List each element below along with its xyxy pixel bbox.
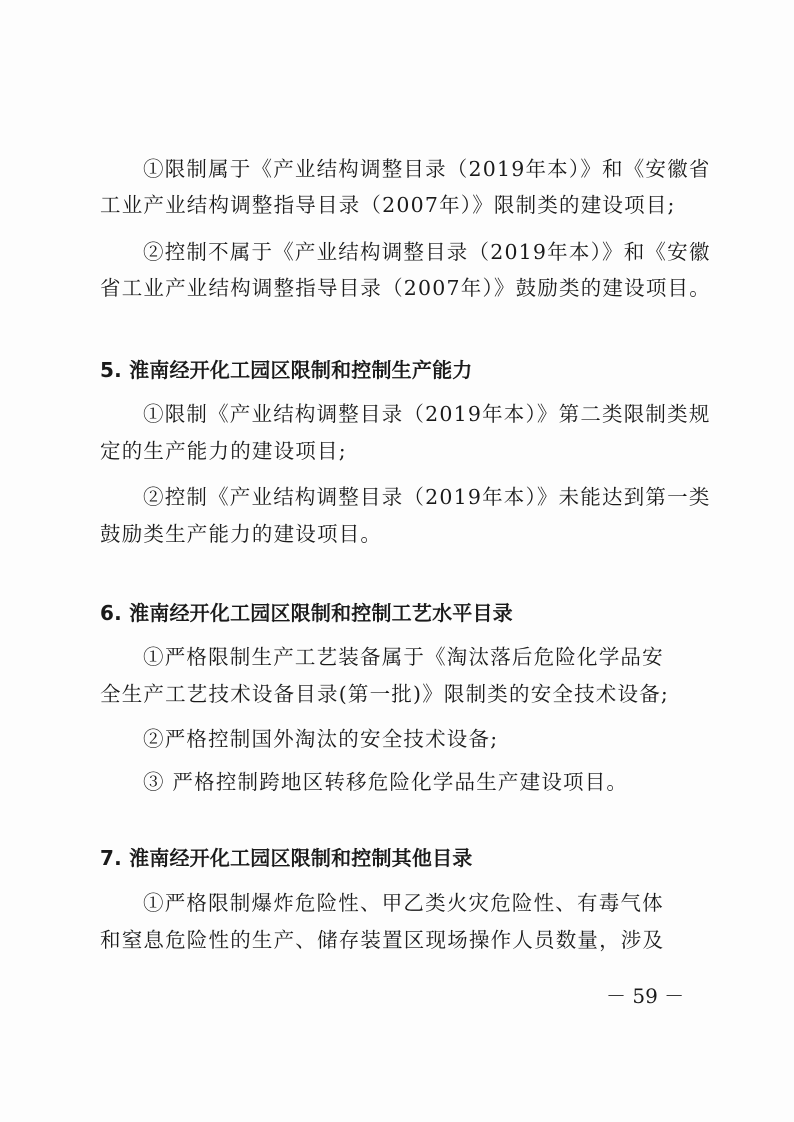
paragraph-line: ①限制《产业结构调整目录（2019年本）》第二类限制类规 bbox=[143, 402, 711, 426]
paragraph-line: ①限制属于《产业结构调整目录（2019年本）》和《安徽省 bbox=[143, 157, 711, 181]
paragraph-line: ②控制不属于《产业结构调整目录（2019年本）》和《安徽 bbox=[143, 240, 711, 264]
paragraph-line: 鼓励类生产能力的建设项目。 bbox=[100, 522, 383, 546]
paragraph-line: 全生产工艺技术设备目录(第一批)》限制类的安全技术设备; bbox=[100, 682, 670, 706]
paragraph-line: 省工业产业结构调整指导目录（2007年）》鼓励类的建设项目。 bbox=[100, 276, 711, 300]
paragraph-line: 工业产业结构调整指导目录（2007年）》限制类的建设项目; bbox=[100, 193, 676, 217]
section-7-heading: 7. 淮南经开化工园区限制和控制其他目录 bbox=[100, 846, 473, 870]
section-5-heading: 5. 淮南经开化工园区限制和控制生产能力 bbox=[100, 358, 473, 382]
section-6-heading: 6. 淮南经开化工园区限制和控制工艺水平目录 bbox=[100, 601, 513, 625]
paragraph-line: ③ 严格控制跨地区转移危险化学品生产建设项目。 bbox=[143, 770, 629, 794]
paragraph-line: 和窒息危险性的生产、储存装置区现场操作人员数量，涉及 bbox=[100, 928, 665, 952]
paragraph-line: ②严格控制国外淘汰的安全技术设备; bbox=[143, 727, 499, 751]
paragraph-line: ②控制《产业结构调整目录（2019年本）》未能达到第一类 bbox=[143, 485, 711, 509]
paragraph-line: ①严格限制爆炸危险性、甲乙类火灾危险性、有毒气体 bbox=[143, 891, 664, 915]
paragraph-line: 定的生产能力的建设项目; bbox=[100, 439, 347, 463]
paragraph-line: ①严格限制生产工艺装备属于《淘汰落后危险化学品安 bbox=[143, 645, 664, 669]
page-number: － 59 － bbox=[606, 984, 685, 1008]
